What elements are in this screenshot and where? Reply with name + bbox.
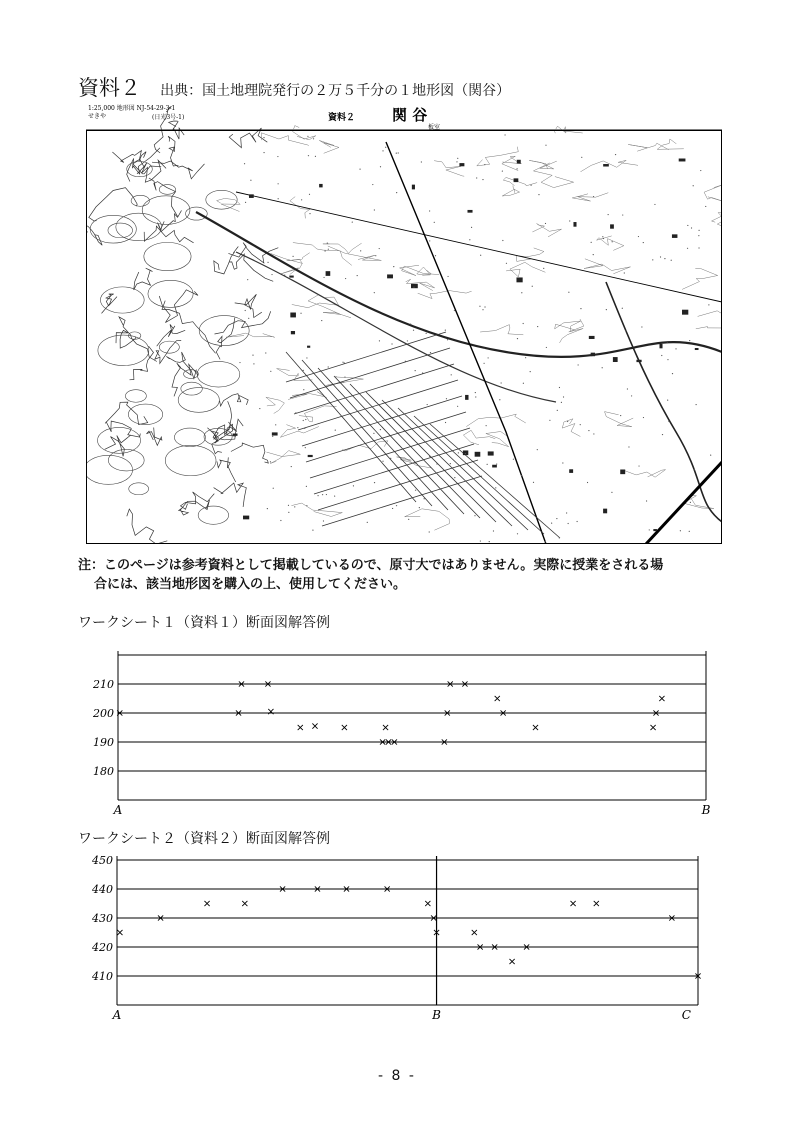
heading-source: 出典：国土地理院発行の２万５千分の１地形図（関谷） bbox=[160, 83, 511, 99]
map-title: 関 谷 bbox=[392, 106, 428, 124]
y-tick-label: 420 bbox=[92, 941, 113, 954]
map-marginalia-sub: (日光3号-1) bbox=[152, 114, 185, 121]
data-point bbox=[117, 930, 122, 935]
data-point bbox=[425, 901, 430, 906]
y-tick-label: 190 bbox=[93, 736, 114, 749]
page-number: - 8 - bbox=[378, 1068, 416, 1084]
data-point bbox=[570, 901, 575, 906]
y-tick-label: 210 bbox=[93, 678, 114, 691]
data-point bbox=[495, 696, 500, 701]
data-point bbox=[204, 901, 209, 906]
data-point bbox=[533, 725, 538, 730]
y-tick-label: 200 bbox=[93, 707, 114, 720]
y-tick-label: 430 bbox=[92, 912, 113, 925]
y-tick-label: 180 bbox=[93, 765, 114, 778]
map-label: 資料２ bbox=[328, 113, 356, 123]
data-point bbox=[659, 696, 664, 701]
y-tick-label: 450 bbox=[92, 854, 113, 867]
x-end-label: A bbox=[113, 803, 123, 817]
worksheet2-title: ワークシート２（資料２）断面図解答例 bbox=[78, 831, 330, 847]
map-marginalia-2: せきや bbox=[88, 113, 107, 120]
x-end-label: B bbox=[432, 1008, 441, 1022]
page-heading bbox=[78, 72, 510, 102]
note bbox=[78, 556, 728, 594]
data-point bbox=[509, 959, 514, 964]
data-point bbox=[312, 723, 317, 728]
topographic-map bbox=[86, 102, 722, 544]
data-point bbox=[298, 725, 303, 730]
x-end-label: C bbox=[681, 1008, 691, 1022]
y-tick-label: 410 bbox=[92, 970, 113, 983]
data-point bbox=[242, 901, 247, 906]
data-point bbox=[594, 901, 599, 906]
data-point bbox=[383, 725, 388, 730]
worksheet1-title: ワークシート１（資料１）断面図解答例 bbox=[78, 615, 330, 631]
y-tick-label: 440 bbox=[92, 883, 113, 896]
x-end-label: B bbox=[701, 803, 711, 817]
map-subtitle: 板室 bbox=[428, 124, 441, 131]
note-line-2: 合には、該当地形図を購入の上、使用してください。 bbox=[94, 577, 407, 592]
map-marginalia: 1:25,000 地形図 NJ-54-29-3-1 bbox=[88, 105, 176, 112]
data-point bbox=[650, 725, 655, 730]
heading-title: 資料２ bbox=[78, 76, 141, 100]
data-point bbox=[472, 930, 477, 935]
x-end-label: A bbox=[112, 1008, 122, 1022]
worksheet1-chart bbox=[86, 648, 716, 820]
data-point bbox=[342, 725, 347, 730]
worksheet2-chart bbox=[86, 852, 716, 1028]
note-line-1: 注：このページは参考資料として掲載しているので、原寸大ではありません。実際に授業をされる場 bbox=[78, 558, 664, 573]
